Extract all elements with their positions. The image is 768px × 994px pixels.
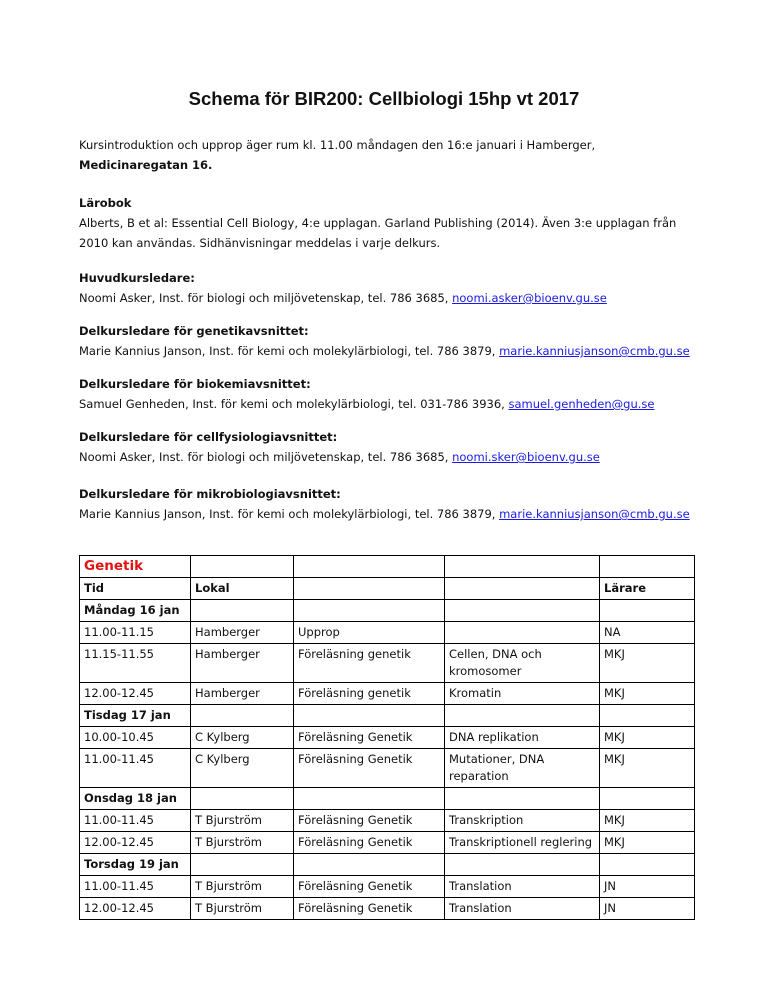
day-label: Onsdag 18 jan — [80, 788, 191, 810]
empty-cell — [600, 788, 695, 810]
cell-room: C Kylberg — [191, 749, 294, 788]
contact-heading: Delkursledare för cellfysiologiavsnittet: — [79, 430, 338, 444]
contact-heading: Huvudkursledare: — [79, 271, 195, 285]
cell-room: T Bjurström — [191, 898, 294, 920]
cell-teacher: MKJ — [600, 727, 695, 749]
cell-time: 11.00-11.45 — [80, 749, 191, 788]
cell-topic: Transkriptionell reglering — [445, 832, 600, 854]
contact-text: Marie Kannius Janson, Inst. för kemi och molekylärbiologi, tel. 786 3879, — [79, 507, 500, 521]
day-row — [80, 854, 695, 876]
cell-topic: Mutationer, DNA reparation — [445, 749, 600, 788]
contact-mikrobiologi — [79, 484, 694, 524]
cell-time: 12.00-12.45 — [80, 898, 191, 920]
contact-cellfysiologi — [79, 427, 694, 467]
email-link[interactable]: noomi.asker@bioenv.gu.se — [452, 291, 607, 305]
empty-cell — [600, 600, 695, 622]
empty-cell — [445, 705, 600, 727]
header-tid: Tid — [80, 578, 191, 600]
day-label: Torsdag 19 jan — [80, 854, 191, 876]
contact-text: Noomi Asker, Inst. för biologi och miljövetenskap, tel. 786 3685, — [79, 291, 453, 305]
email-link[interactable]: marie.kanniusjanson@cmb.gu.se — [499, 344, 690, 358]
cell-type: Upprop — [294, 622, 445, 644]
cell-topic: DNA replikation — [445, 727, 600, 749]
email-link[interactable]: marie.kanniusjanson@cmb.gu.se — [499, 507, 690, 521]
cell-type: Föreläsning Genetik — [294, 832, 445, 854]
contact-heading: Delkursledare för mikrobiologiavsnittet: — [79, 487, 341, 501]
cell-room: Hamberger — [191, 644, 294, 683]
intro-paragraph — [79, 135, 694, 175]
contact-heading: Delkursledare för genetikavsnittet: — [79, 324, 309, 338]
cell-type: Föreläsning genetik — [294, 683, 445, 705]
empty-cell — [445, 854, 600, 876]
cell-teacher: MKJ — [600, 749, 695, 788]
cell-room: Hamberger — [191, 622, 294, 644]
schedule-row — [80, 622, 695, 644]
empty-cell — [600, 705, 695, 727]
textbook-section — [79, 193, 694, 253]
empty-cell — [294, 788, 445, 810]
empty-cell — [191, 854, 294, 876]
cell-type: Föreläsning Genetik — [294, 749, 445, 788]
empty-cell — [294, 705, 445, 727]
contact-text: Marie Kannius Janson, Inst. för kemi och molekylärbiologi, tel. 786 3879, — [79, 344, 500, 358]
day-row — [80, 600, 695, 622]
contact-genetik — [79, 321, 694, 361]
empty-cell — [191, 788, 294, 810]
cell-room: Hamberger — [191, 683, 294, 705]
schedule-row — [80, 898, 695, 920]
empty-cell — [294, 854, 445, 876]
empty-cell — [600, 854, 695, 876]
empty-cell — [445, 788, 600, 810]
cell-time: 10.00-10.45 — [80, 727, 191, 749]
cell-time: 12.00-12.45 — [80, 832, 191, 854]
cell-teacher: NA — [600, 622, 695, 644]
contact-text: Samuel Genheden, Inst. för kemi och molekylärbiologi, tel. 031-786 3936, — [79, 397, 509, 411]
cell-teacher: MKJ — [600, 644, 695, 683]
contact-biokemi — [79, 374, 694, 414]
header-row — [80, 578, 695, 600]
empty-cell — [294, 600, 445, 622]
email-link[interactable]: samuel.genheden@gu.se — [508, 397, 655, 411]
cell-type: Föreläsning Genetik — [294, 876, 445, 898]
header-lokal: Lokal — [191, 578, 294, 600]
cell-topic: Kromatin — [445, 683, 600, 705]
cell-time: 11.00-11.45 — [80, 810, 191, 832]
schedule-row — [80, 644, 695, 683]
cell-time: 11.15-11.55 — [80, 644, 191, 683]
intro-location: Medicinaregatan 16. — [79, 158, 213, 172]
cell-teacher: MKJ — [600, 832, 695, 854]
cell-room: T Bjurström — [191, 832, 294, 854]
schedule-row — [80, 749, 695, 788]
cell-type: Föreläsning genetik — [294, 644, 445, 683]
cell-type: Föreläsning Genetik — [294, 727, 445, 749]
cell-time: 12.00-12.45 — [80, 683, 191, 705]
contact-main — [79, 268, 694, 308]
cell-teacher: JN — [600, 876, 695, 898]
cell-type: Föreläsning Genetik — [294, 810, 445, 832]
schedule-row — [80, 876, 695, 898]
cell-topic: Cellen, DNA och kromosomer — [445, 644, 600, 683]
contact-heading: Delkursledare för biokemiavsnittet: — [79, 377, 311, 391]
section-row — [80, 556, 695, 578]
cell-type: Föreläsning Genetik — [294, 898, 445, 920]
page-title: Schema för BIR200: Cellbiologi 15hp vt 2017 — [188, 88, 580, 109]
textbook-heading: Lärobok — [79, 196, 132, 210]
empty-cell — [191, 705, 294, 727]
textbook-text: Alberts, B et al: Essential Cell Biology, 4:e upplagan. Garland Publishing (2014). Även 3:e upplagan från 2010 kan användas. Sidhänvisningar meddelas i varje delkurs. — [79, 216, 677, 250]
empty-cell — [191, 600, 294, 622]
cell-time: 11.00-11.45 — [80, 876, 191, 898]
cell-teacher: MKJ — [600, 810, 695, 832]
day-label: Måndag 16 jan — [80, 600, 191, 622]
cell-topic: Translation — [445, 898, 600, 920]
day-row — [80, 788, 695, 810]
cell-room: C Kylberg — [191, 727, 294, 749]
email-link[interactable]: noomi.sker@bioenv.gu.se — [452, 450, 600, 464]
cell-time: 11.00-11.15 — [80, 622, 191, 644]
schedule-row — [80, 727, 695, 749]
cell-topic: Translation — [445, 876, 600, 898]
day-label: Tisdag 17 jan — [80, 705, 191, 727]
schedule-row — [80, 683, 695, 705]
cell-room: T Bjurström — [191, 876, 294, 898]
cell-teacher: JN — [600, 898, 695, 920]
schedule-row — [80, 832, 695, 854]
cell-topic: Transkription — [445, 810, 600, 832]
day-row — [80, 705, 695, 727]
header-larare: Lärare — [600, 578, 695, 600]
schedule-table — [79, 555, 695, 920]
empty-cell — [445, 600, 600, 622]
schedule-row — [80, 810, 695, 832]
cell-topic — [445, 622, 600, 644]
contact-text: Noomi Asker, Inst. för biologi och miljövetenskap, tel. 786 3685, — [79, 450, 453, 464]
intro-text: Kursintroduktion och upprop äger rum kl. 11.00 måndagen den 16:e januari i Hamberger, — [79, 138, 596, 152]
cell-teacher: MKJ — [600, 683, 695, 705]
section-title: Genetik — [80, 556, 191, 578]
cell-room: T Bjurström — [191, 810, 294, 832]
